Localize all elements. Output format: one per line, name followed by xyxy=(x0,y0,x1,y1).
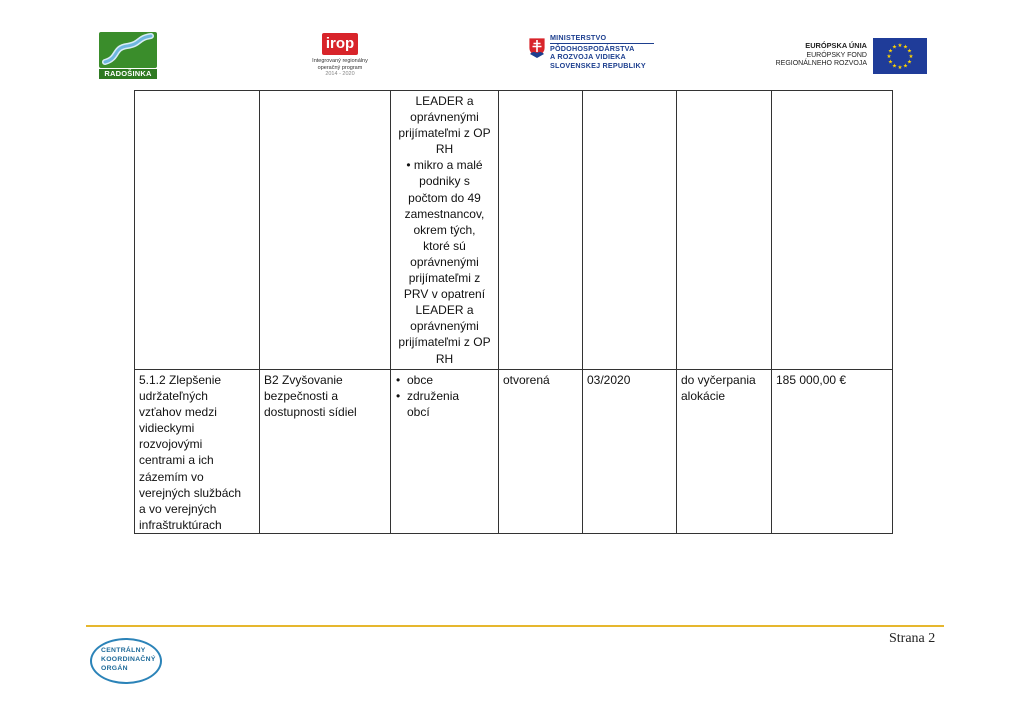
continuation-line: • mikro a malé xyxy=(406,158,483,173)
eu-star-icon: ★ xyxy=(903,44,908,51)
continuation-line: LEADER a xyxy=(415,94,474,108)
continuation-line: okrem tých, xyxy=(413,222,476,237)
footer-rule xyxy=(86,625,944,627)
eu-star-icon: ★ xyxy=(903,63,908,70)
irop-badge: irop xyxy=(322,33,358,55)
eu-star-icon: ★ xyxy=(907,48,912,55)
cell-eligible xyxy=(391,370,499,534)
cell-eligible-cont xyxy=(391,91,499,370)
radosinka-logo xyxy=(99,32,157,79)
cko-logo xyxy=(90,638,164,686)
continuation-line: LEADER a xyxy=(415,303,474,318)
ministry-text: MINISTERSTVO PÔDOHOSPODÁRSTVA A ROZVOJA VIDIEKA SLOVENSKEJ REPUBLIKY xyxy=(550,34,654,70)
continuation-line: oprávnenými xyxy=(410,319,479,334)
eu-star-icon: ★ xyxy=(886,54,892,60)
eu-star-icon: ★ xyxy=(897,43,903,49)
eu-star-icon: ★ xyxy=(907,59,912,66)
irop-subtitle: Integrovaný regionálny operačný program 2014 - 2020 xyxy=(312,58,368,77)
radosinka-emblem xyxy=(99,32,157,68)
continuation-line: prijímateľmi z OP xyxy=(398,126,491,141)
continuation-line: prijímateľmi z xyxy=(408,271,481,286)
eu-logo xyxy=(770,38,930,78)
cell-date-cont xyxy=(583,91,677,370)
irop-logo xyxy=(310,33,370,81)
cell-allocation-cont xyxy=(772,91,893,370)
list-item: • obce xyxy=(395,372,494,388)
eu-star-icon: ★ xyxy=(897,65,903,71)
table-row xyxy=(135,370,893,534)
river-icon xyxy=(99,32,157,68)
slovak-coat-of-arms-icon xyxy=(528,37,546,59)
eu-star-icon: ★ xyxy=(892,63,897,70)
continuation-line: zamestnancov, xyxy=(404,206,485,221)
continuation-line: PRV v opatrení xyxy=(403,287,486,302)
eu-star-icon: ★ xyxy=(888,48,893,55)
eu-star-icon: ★ xyxy=(908,54,914,60)
cell-measure-cont xyxy=(135,91,260,370)
continuation-line: podniky s xyxy=(419,174,470,189)
eu-text: EURÓPSKA ÚNIA EURÓPSKY FOND REGIONÁLNEHO ROZVOJA xyxy=(775,41,867,67)
list-item: • združenia obcí xyxy=(395,388,494,420)
continuation-line: počtom do 49 xyxy=(408,190,481,205)
eu-star-icon: ★ xyxy=(892,44,897,51)
eu-star-icon: ★ xyxy=(888,59,893,66)
eu-stars-icon xyxy=(873,38,927,74)
cell-measure: 5.1.2 Zlepšenie udržateľných vzťahov medzi vidieckymi rozvojovými centrami a ich zázemím vo verejných službách a vo verejných infraštruktúrach xyxy=(135,370,260,534)
cell-status: otvorená xyxy=(499,370,583,534)
eligible-list xyxy=(395,372,494,420)
cell-duration: do vyčerpania alokácie xyxy=(677,370,772,534)
continuation-line: oprávnenými xyxy=(410,110,479,125)
table-row-continuation xyxy=(135,91,893,370)
cko-text: CENTRÁLNY KOORDINAČNÝ ORGÁN xyxy=(101,647,156,672)
cell-activity-cont xyxy=(260,91,391,370)
cell-date: 03/2020 xyxy=(583,370,677,534)
continuation-line: RH xyxy=(435,142,454,157)
continuation-line: oprávnenými xyxy=(410,254,479,269)
continuation-line: prijímateľmi z OP xyxy=(398,335,491,350)
radosinka-label: RADOŠINKA xyxy=(99,69,157,79)
ministry-logo xyxy=(528,34,658,74)
calls-table xyxy=(134,90,893,534)
cell-status-cont xyxy=(499,91,583,370)
cell-allocation: 185 000,00 € xyxy=(772,370,893,534)
page-number: Strana 2 xyxy=(889,631,936,646)
cell-duration-cont xyxy=(677,91,772,370)
cell-activity: B2 Zvyšovanie bezpečnosti a dostupnosti sídiel xyxy=(260,370,391,534)
continuation-line: RH xyxy=(435,351,454,366)
continuation-line: ktoré sú xyxy=(423,238,466,253)
eu-flag-icon xyxy=(873,38,927,74)
